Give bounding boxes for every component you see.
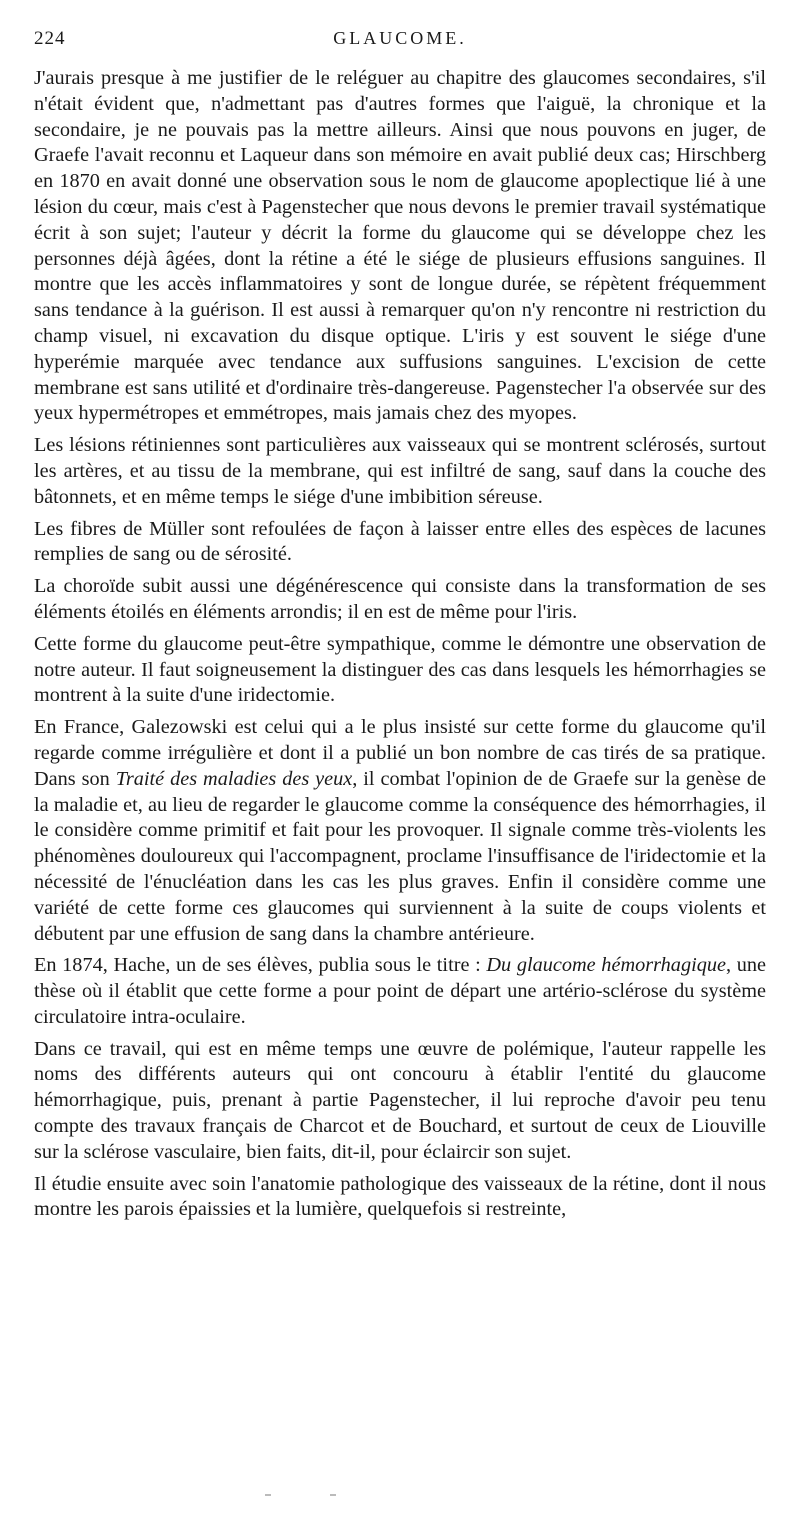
paragraph-8: Dans ce travail, qui est en même temps une œuvre de polémique, l'auteur rappelle les noms des différents auteurs qui ont concouru à établir l'entité du glaucome hémorrhagique, puis, prenant à partie Pagenstecher, il lui reproche d'avoir peu tenu compte des travaux français de Charcot et de Bouchard, et surtout de ceux de Liouville sur la sclérose vasculaire, bien faits, dit-il, pour éclaircir son sujet. [34, 1037, 766, 1163]
book-title-italic: Traité des maladies des yeux [115, 767, 353, 790]
ink-speck [265, 1494, 271, 1496]
running-title: GLAUCOME. [333, 28, 467, 48]
paragraph-7 [34, 953, 766, 1030]
paragraph-6 [34, 715, 766, 947]
running-head [34, 28, 766, 62]
paragraph-7-text-b: , une thèse où il établit que cette forme a pour point de départ une artério-sclérose du système circulatoire intra-oculaire. [34, 954, 766, 1028]
paragraph-2: Les lésions rétiniennes sont particulières aux vaisseaux qui se montrent sclérosés, surtout les artères, et au tissu de la membrane, qui est infiltré de sang, sauf dans la couche des bâtonnets, et en même temps le siége d'une imbibition séreuse. [34, 434, 766, 508]
paragraph-9: Il étudie ensuite avec soin l'anatomie pathologique des vaisseaux de la rétine, dont il nous montre les parois épaissies et la lumière, quelquefois si restreinte, [34, 1172, 766, 1221]
ink-speck [330, 1494, 336, 1496]
page-number: 224 [34, 28, 66, 49]
book-page [34, 28, 766, 1229]
paragraph-5: Cette forme du glaucome peut-être sympathique, comme le démontre une observation de notre auteur. Il faut soigneusement la distinguer des cas dans lesquels les hémorrhagies se montrent à la suite d'une iridectomie. [34, 632, 766, 707]
paragraph-6-text-a: En France, Galezowski est celui qui a le plus insisté sur cette forme du glaucome qu'il regarde comme irrégulière et dont il a publié un bon nombre de cas tirés de sa pratique. Dans son [34, 716, 766, 790]
paragraph-4: La choroïde subit aussi une dégénérescence qui consiste dans la transformation de ses éléments étoilés en éléments arrondis; il en est de même pour l'iris. [34, 575, 766, 623]
print-specks [0, 1488, 800, 1508]
paragraph-3: Les fibres de Müller sont refoulées de façon à laisser entre elles des espèces de lacunes remplies de sang ou de sérosité. [34, 517, 766, 566]
paragraph-6-text-b: , il combat l'opinion de de Graefe sur la genèse de la maladie et, au lieu de regarder le glaucome comme la conséquence des hémorrhagies, il le considère comme primitif et fait pour les provoquer. Il signale comme très-violents les phénomènes douloureux qui l'accompagnent, proclame l'insuffisance de l'iridectomie et la nécessité de l'énucléation dans les cas les plus graves. Enfin il considère comme une variété de cette forme ces glaucomes qui surviennent à la suite de coups violents et débutent par une effusion de sang dans la chambre antérieure. [34, 767, 766, 945]
body-text [34, 66, 766, 1223]
paragraph-7-text-a: En 1874, Hache, un de ses élèves, publia sous le titre : [34, 954, 487, 977]
paragraph-1: J'aurais presque à me justifier de le reléguer au chapitre des glaucomes secondaires, s'il n'était évident que, n'admettant pas d'autres formes que l'aiguë, la chronique et la secondaire, je ne pouvais pas la mettre ailleurs. Ainsi que nous pouvons en juger, de Graefe l'avait reconnu et Laqueur dans son mémoire en avait publié deux cas; Hirschberg en 1870 en avait donné une observation sous le nom de glaucome apoplectique lié à une lésion du cœur, mais c'est à Pagenstecher que nous devons le premier travail systématique écrit à son sujet; l'auteur y décrit la forme du glaucome qui se développe chez les personnes déjà âgées, dont la rétine a été le siége de plusieurs effusions sanguines. Il montre que les accès inflammatoires y sont de longue durée, se répètent fréquemment sans tendance à la guérison. Il est aussi à remarquer qu'on n'y rencontre ni restriction du champ visuel, ni excavation du disque optique. L'iris y est souvent le siége d'une hyperémie marquée avec tendance aux suffusions sanguines. L'excision de cette membrane est sans utilité et d'ordinaire très-dangereuse. Pagenstecher l'a observée sur des yeux hypermétropes et emmétropes, mais jamais chez des myopes. [34, 67, 766, 425]
thesis-title-italic: Du glaucome hémorrhagique [486, 954, 726, 977]
